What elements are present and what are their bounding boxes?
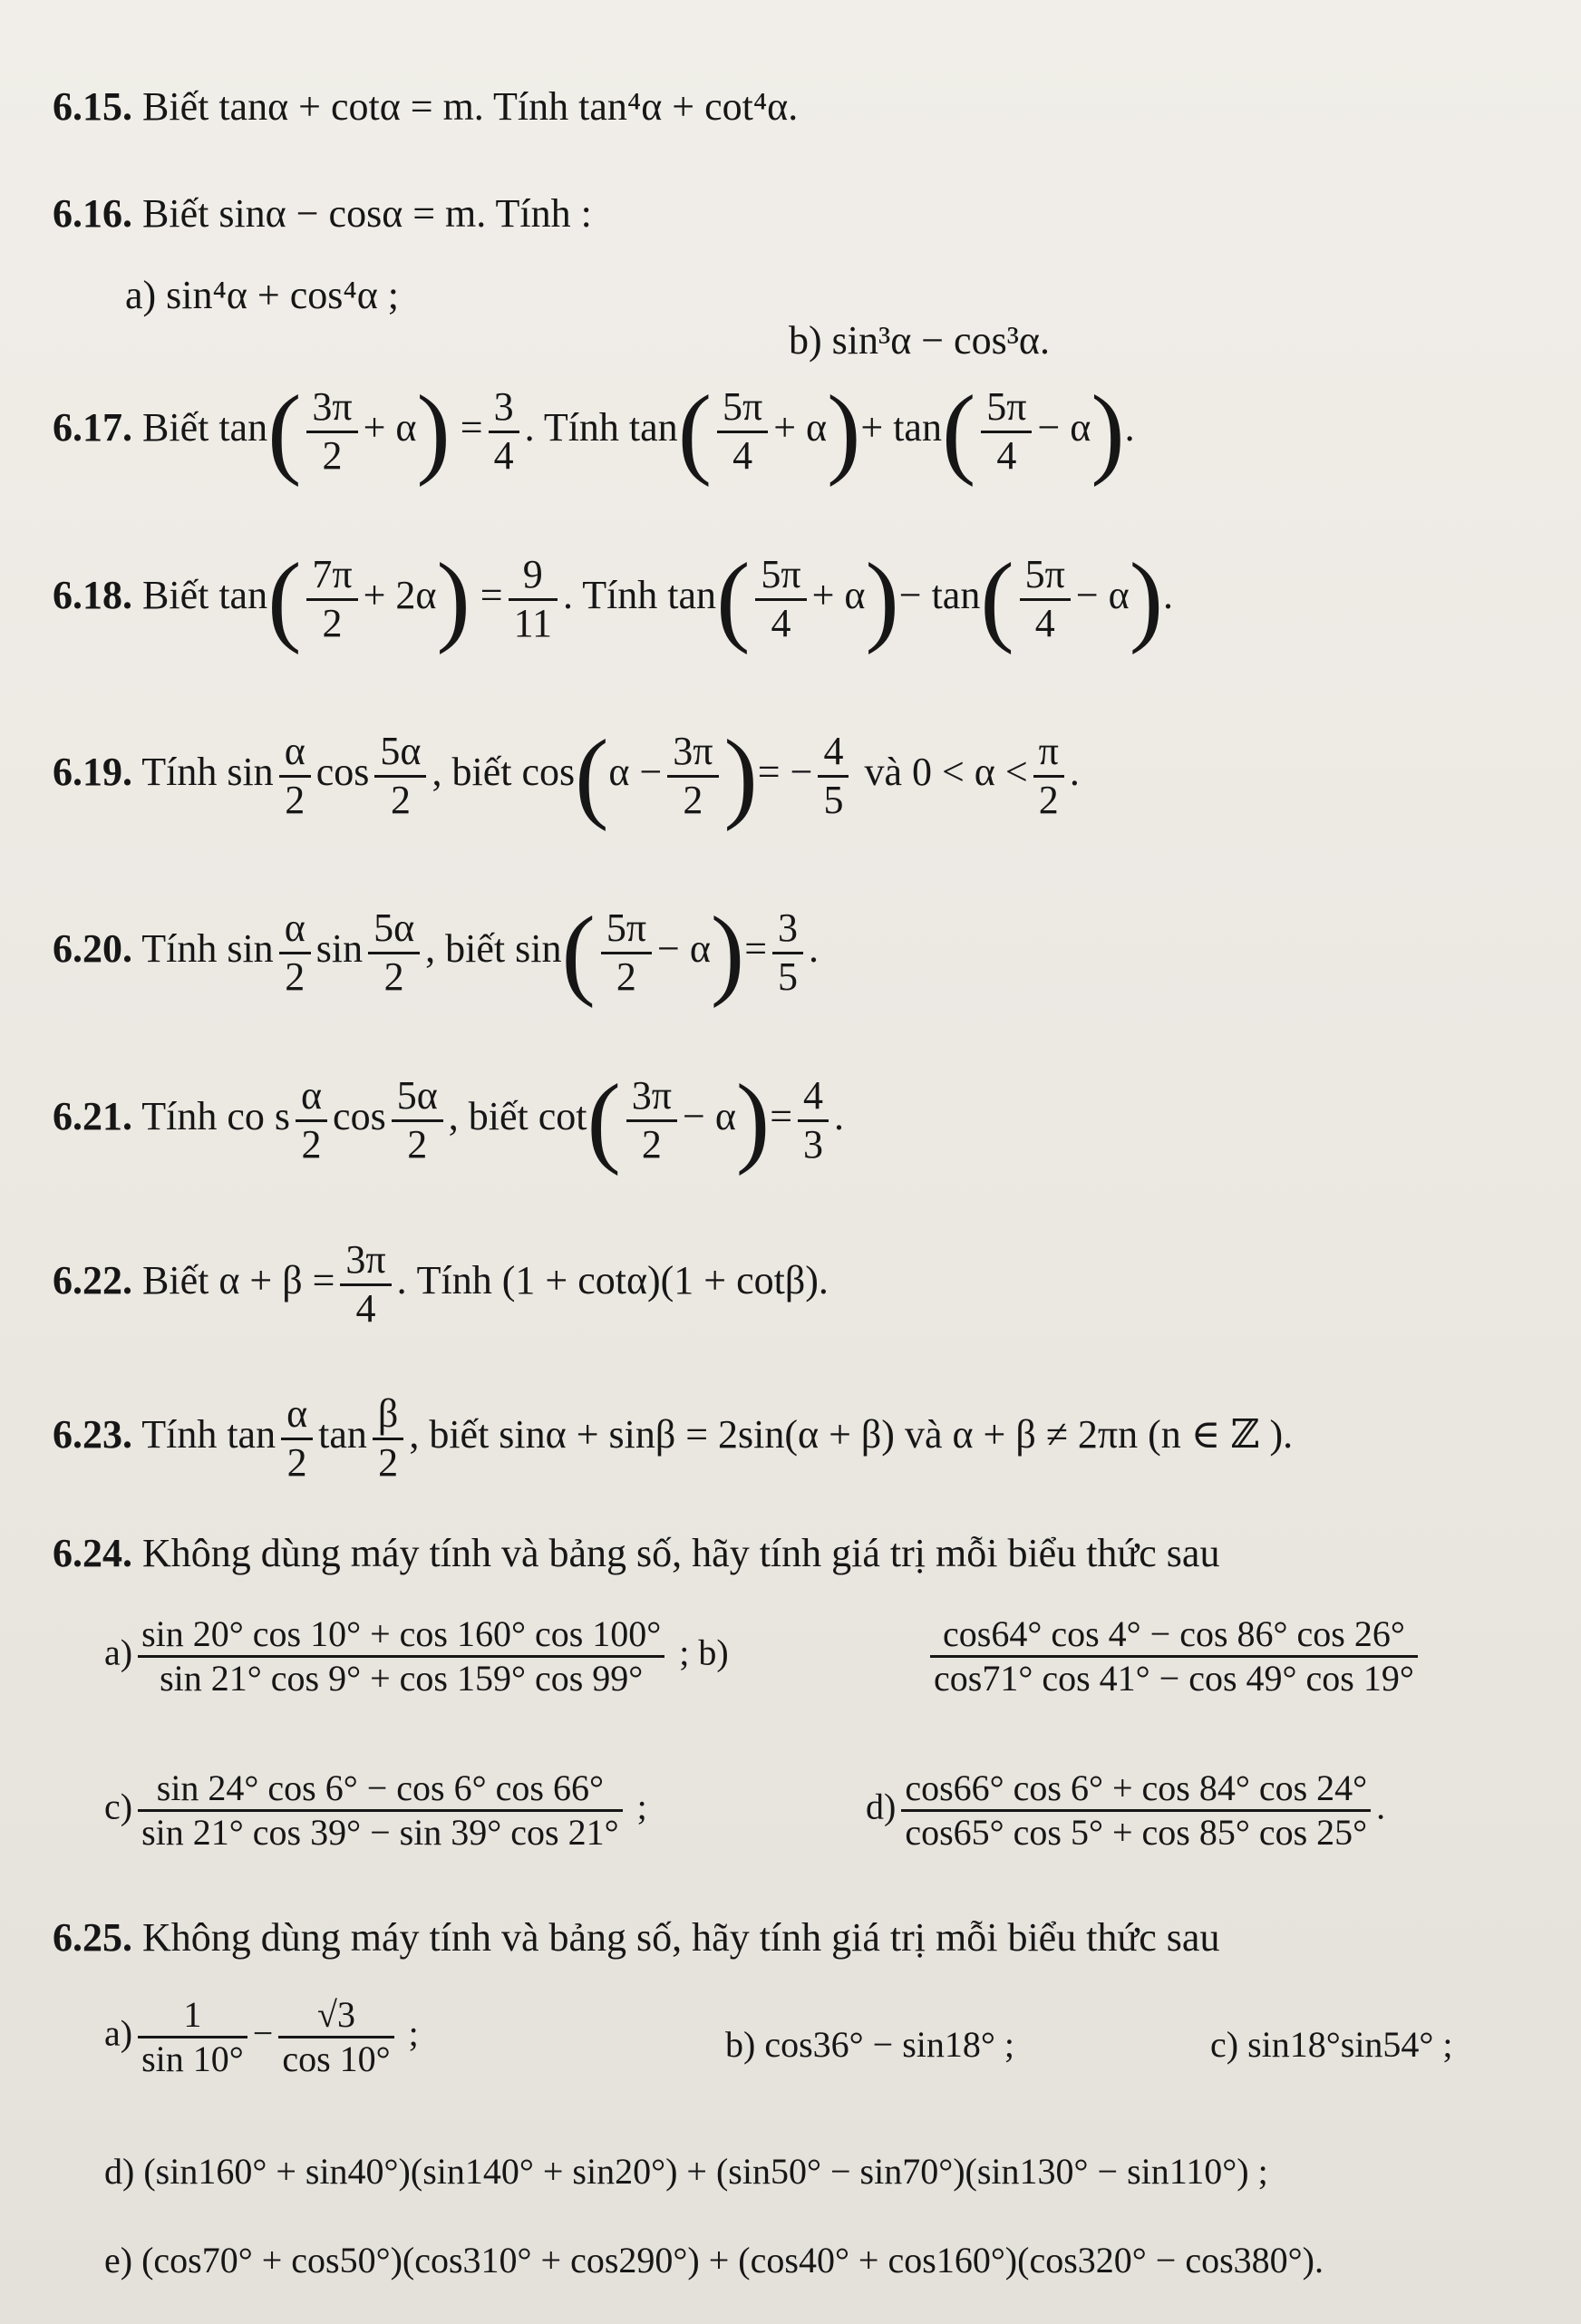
fraction: $\frac{3\pi}{2}$	[667, 729, 718, 823]
fraction: $\frac{\alpha}{2}$	[281, 1391, 313, 1486]
fraction: $\frac{\alpha}{2}$	[279, 905, 311, 1000]
fraction: $\frac{\alpha}{2}$	[296, 1073, 327, 1167]
fraction: $\frac{4}{3}$	[798, 1073, 829, 1167]
fraction: $\frac{5\pi}{4}$	[717, 384, 768, 479]
problem-number: 6.21.	[53, 1094, 132, 1139]
fraction: $\frac{5\alpha}{2}$	[368, 905, 420, 1000]
fraction: $\frac{√3}{\cos 10^\circ}$	[278, 1994, 393, 2080]
fraction: $\frac{\cos 64^\circ \cos 4^\circ - \cos 86^\circ \cos 26^\circ}{\cos 71^\circ \cos 41^\circ - \cos 49^\circ \cos 19^\circ}$	[930, 1613, 1418, 1699]
problem-6-25-part-c: c) sin18°sin54° ;	[1210, 2024, 1453, 2065]
problem-text: tanα + cotα = m. Tính tan⁴α + cot⁴α.	[218, 84, 799, 129]
problem-6-19: 6.19. Tính sin $\frac{\alpha}{2}$ cos $\frac{5\alpha}{2}$ , biết cos(α − $\frac{3\pi}{2}$ )= − $\frac{4}{5}$ và 0 < α < $\frac{\pi}{2}$ .	[53, 720, 1080, 832]
problem-number: 6.25.	[53, 1915, 132, 1960]
fraction: $\frac{3}{5}$	[772, 905, 803, 1000]
problem-6-21: 6.21. Tính co s $\frac{\alpha}{2}$ cos $\frac{5\alpha}{2}$ , biết cot( $\frac{3\pi}{2}$ − α)= $\frac{4}{3}$ .	[53, 1064, 845, 1177]
fraction: $\frac{5\alpha}{2}$	[374, 729, 426, 823]
problem-number: 6.22.	[53, 1258, 132, 1303]
problem-6-24-part-c: c) $\frac{\sin 24^\circ \cos 6^\circ - \cos 6^\circ \cos 66^\circ}{\sin 21^\circ \cos 39^\circ - \sin 39^\circ \cos 21^\circ}$ ;	[104, 1767, 647, 1853]
problem-6-22: 6.22. Biết α + β = $\frac{3\pi}{4}$ . Tính (1 + cotα)(1 + cotβ).	[53, 1237, 829, 1331]
problem-number: 6.24.	[53, 1531, 132, 1575]
fraction: $\frac{9}{11}$	[509, 552, 558, 646]
problem-6-16-part-a: a) sin⁴α + cos⁴α ;	[125, 273, 400, 317]
problem-6-25-part-a: a) $\frac{1}{\sin 10^\circ}$ − $\frac{√3}{\cos 10^\circ}$ ;	[104, 1994, 419, 2079]
problem-6-17: 6.17. Biết tan( $\frac{3\pi}{2}$ + α) = $\frac{3}{4}$ . Tính tan( $\frac{5\pi}{4}$ + α)+ tan( $\frac{5\pi}{4}$ − α).	[53, 375, 1135, 488]
problem-text: Không dùng máy tính và bảng số, hãy tính giá trị mỗi biểu thức sau	[142, 1915, 1220, 1960]
problem-6-25	[53, 1914, 1219, 1961]
fraction: $\frac{\cos 66^\circ \cos 6^\circ + \cos 84^\circ \cos 24^\circ}{\cos 65^\circ \cos 5^\circ + \cos 85^\circ \cos 25^\circ}$	[901, 1767, 1371, 1854]
fraction: $\frac{1}{\sin 10^\circ}$	[138, 1994, 247, 2080]
problem-number: 6.23.	[53, 1412, 132, 1457]
problem-6-24	[53, 1530, 1219, 1576]
fraction: $\frac{\sin 20^\circ \cos 10^\circ + \cos 160^\circ \cos 100^\circ}{\sin 21^\circ \cos 9^\circ + \cos 159^\circ \cos 99^\circ}$	[138, 1613, 664, 1699]
problem-6-25-part-d: d) (sin160° + sin40°)(sin140° + sin20°) + (sin50° − sin70°)(sin130° − sin110°) ;	[104, 2151, 1268, 2192]
problem-6-24-part-b	[925, 1613, 1423, 1699]
problem-number: 6.19.	[53, 750, 132, 795]
problem-6-15	[53, 83, 798, 130]
fraction: $\frac{\pi}{2}$	[1033, 729, 1064, 823]
problem-number: 6.20.	[53, 926, 132, 972]
problem-word: Biết	[142, 84, 209, 129]
problem-6-23: 6.23. Tính tan $\frac{\alpha}{2}$ tan $\frac{\beta}{2}$ , biết sinα + sinβ = 2sin(α + β) và α + β ≠ 2πn (n ∈ ℤ ).	[53, 1391, 1294, 1485]
problem-number: 6.15.	[53, 84, 132, 129]
right-paren: )	[416, 375, 451, 488]
fraction: $\frac{5\alpha}{2}$	[392, 1073, 443, 1167]
fraction: $\frac{4}{5}$	[818, 729, 849, 823]
problem-number: 6.16.	[53, 191, 132, 236]
left-paren: (	[267, 375, 302, 488]
fraction: $\frac{5\pi}{4}$	[981, 384, 1032, 479]
fraction: $\frac{5\pi}{4}$	[755, 552, 806, 646]
fraction: $\frac{3\pi}{2}$	[626, 1073, 677, 1167]
fraction: $\frac{3\pi}{4}$	[340, 1237, 391, 1331]
fraction: $\frac{5\pi}{4}$	[1020, 552, 1071, 646]
tan-label: tan	[218, 405, 268, 450]
problem-6-25-part-b: b) cos36° − sin18° ;	[725, 2024, 1014, 2065]
fraction: $\frac{3\pi}{2}$	[306, 384, 357, 479]
fraction: $\frac{7\pi}{2}$	[306, 552, 357, 646]
fraction: $\frac{3}{4}$	[489, 384, 519, 479]
problem-6-20: 6.20. Tính sin $\frac{\alpha}{2}$ sin $\frac{5\alpha}{2}$ , biết sin( $\frac{5\pi}{2}$ − α)= $\frac{3}{5}$ .	[53, 896, 820, 1009]
problem-6-24-part-a: a) $\frac{\sin 20^\circ \cos 10^\circ + \cos 160^\circ \cos 100^\circ}{\sin 21^\circ \cos 9^\circ + \cos 159^\circ \cos 99^\circ}$ ; b)	[104, 1613, 729, 1699]
problem-6-24-part-d: d) $\frac{\cos 66^\circ \cos 6^\circ + \cos 84^\circ \cos 24^\circ}{\cos 65^\circ \cos 5^\circ + \cos 85^\circ \cos 25^\circ}$ .	[866, 1767, 1386, 1853]
fraction: $\frac{\sin 24^\circ \cos 6^\circ - \cos 6^\circ \cos 66^\circ}{\sin 21^\circ \cos 39^\circ - \sin 39^\circ \cos 21^\circ}$	[138, 1767, 623, 1854]
fraction: $\frac{5\pi}{2}$	[601, 905, 652, 1000]
problem-text: Biết sinα − cosα = m. Tính :	[142, 191, 592, 236]
problem-number: 6.18.	[53, 573, 132, 618]
fraction: $\frac{\alpha}{2}$	[279, 729, 311, 823]
problem-word: Biết	[142, 405, 209, 450]
problem-6-18: 6.18. Biết tan( $\frac{7\pi}{2}$ + 2α) = $\frac{9}{11}$ . Tính tan( $\frac{5\pi}{4}$ + α)− tan( $\frac{5\pi}{4}$ − α).	[53, 543, 1174, 655]
problem-6-16-part-b: b) sin³α − cos³α.	[789, 318, 1050, 363]
problem-text: Không dùng máy tính và bảng số, hãy tính giá trị mỗi biểu thức sau	[142, 1531, 1220, 1575]
fraction: $\frac{\beta}{2}$	[373, 1391, 403, 1486]
problem-6-25-part-e: e) (cos70° + cos50°)(cos310° + cos290°) + (cos40° + cos160°)(cos320° − cos380°).	[104, 2240, 1324, 2280]
problem-6-16	[53, 190, 592, 237]
problem-number: 6.17.	[53, 405, 132, 450]
